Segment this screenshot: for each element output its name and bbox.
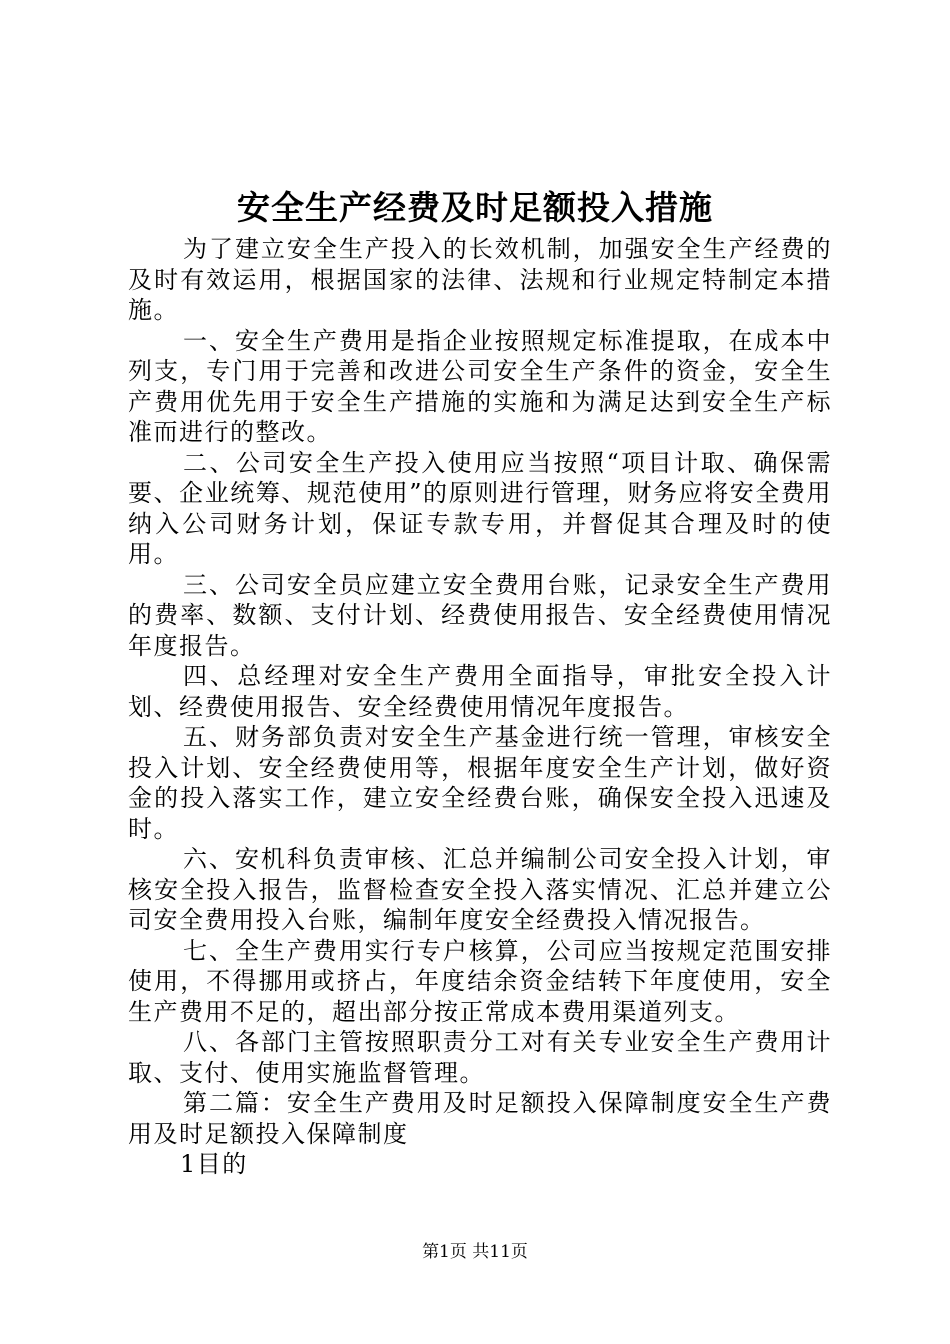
page-footer: 第1页 共11页 (422, 1242, 528, 1262)
paragraph-item-2: 二、公司安全生产投入使用应当按照“项目计取、确保需要、企业统筹、规范使用”的原则进行管理，财务应将安全费用纳入公司财务计划，保证专款专用，并督促其合理及时的使用。 (128, 448, 832, 568)
paragraph-item-4: 四、总经理对安全生产费用全面指导，审批安全投入计划、经费使用报告、安全经费使用情况年度报告。 (128, 662, 832, 721)
paragraph-item-1: 一、安全生产费用是指企业按照规定标准提取，在成本中列支，专门用于完善和改进公司安全生产条件的资金，安全生产费用优先用于安全生产措施的实施和为满足达到安全生产标准而进行的整改。 (128, 326, 832, 446)
paragraph-purpose-heading: 1目的 (180, 1150, 248, 1178)
document-body (128, 234, 832, 1180)
paragraph-item-6: 六、安机科负责审核、汇总并编制公司安全投入计划，审核安全投入报告，监督检查安全投入落实情况、汇总并建立公司安全费用投入台账，编制年度安全经费投入情况报告。 (128, 845, 832, 934)
document-title: 安全生产经费及时足额投入措施 (237, 188, 713, 227)
paragraph-intro: 为了建立安全生产投入的长效机制，加强安全生产经费的及时有效运用，根据国家的法律、法规和行业规定特制定本措施。 (128, 235, 832, 324)
paragraph-item-5: 五、财务部负责对安全生产基金进行统一管理，审核安全投入计划、安全经费使用等，根据年度安全生产计划，做好资金的投入落实工作，建立安全经费台账，确保安全投入迅速及时。 (128, 723, 832, 843)
paragraph-second-part-heading: 第二篇：安全生产费用及时足额投入保障制度安全生产费用及时足额投入保障制度 (128, 1089, 832, 1148)
paragraph-item-7: 七、全生产费用实行专户核算，公司应当按规定范围安排使用，不得挪用或挤占，年度结余资金结转下年度使用，安全生产费用不足的，超出部分按正常成本费用渠道列支。 (128, 936, 832, 1026)
paragraph-item-8: 八、各部门主管按照职责分工对有关专业安全生产费用计取、支付、使用实施监督管理。 (128, 1028, 832, 1087)
paragraph-item-3: 三、公司安全员应建立安全费用台账，记录安全生产费用的费率、数额、支付计划、经费使用报告、安全经费使用情况年度报告。 (128, 570, 832, 660)
